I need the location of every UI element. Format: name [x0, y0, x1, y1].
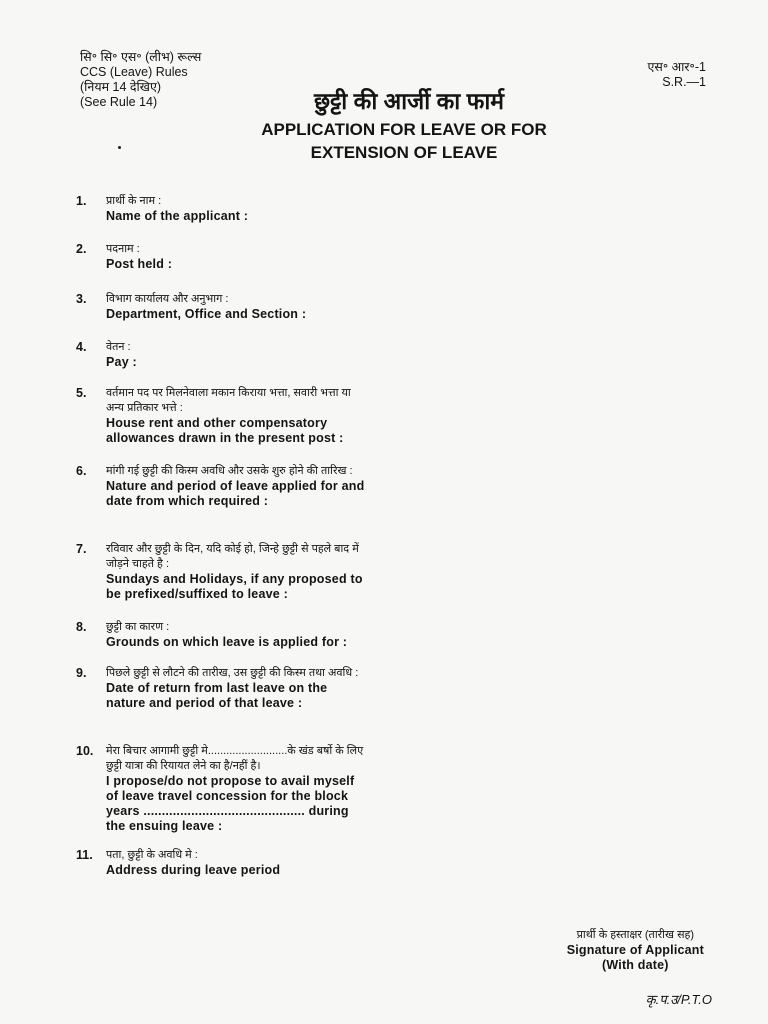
item-label-hindi: पिछले छुट्टी से लौटने की तारीख, उस छुट्टी की किस्म तथा अवधि :	[106, 667, 359, 679]
item-label-hindi: वेतन :	[106, 341, 131, 353]
title-english	[0, 118, 768, 164]
item-label-english: Department, Office and Section :	[106, 307, 307, 321]
rules-english: CCS (Leave) Rules	[80, 65, 188, 79]
item-label-english: Sundays and Holidays, if any proposed to be prefixed/suffixed to leave :	[106, 572, 363, 601]
item-label-hindi: पदनाम :	[106, 243, 140, 255]
item-number: 5.	[76, 386, 87, 400]
rules-hindi: सि॰ सि॰ एस॰ (लीभ) रूल्स	[80, 50, 202, 64]
form-code-hindi: एस॰ आर॰-1	[647, 60, 706, 74]
item-number: 2.	[76, 242, 87, 256]
item-label-hindi: रविवार और छुट्टी के दिन, यदि कोई हो, जिन्हे छुट्टी से पहले बाद में जोड़ने चाहते है :	[106, 543, 359, 570]
rule-ref-english: (See Rule 14)	[80, 95, 158, 109]
item-label-english: Nature and period of leave applied for and date from which required :	[106, 479, 365, 508]
item-label-english: Grounds on which leave is applied for :	[106, 635, 348, 649]
item-number: 7.	[76, 542, 87, 556]
rule-ref-hindi: (नियम 14 देखिए)	[80, 80, 162, 94]
item-number: 3.	[76, 292, 87, 306]
item-label-english: Post held :	[106, 257, 173, 271]
item-label-hindi: प्रार्थी के नाम :	[106, 195, 162, 207]
item-label-hindi: विभाग कार्यालय और अनुभाग :	[106, 293, 229, 305]
item-label-english: Name of the applicant :	[106, 209, 249, 223]
signature-date-note: (With date)	[602, 958, 669, 972]
title-hindi: छुट्टी की आर्जी का फार्म	[313, 88, 505, 114]
item-number: 11.	[76, 848, 93, 862]
signature-block	[567, 928, 704, 973]
item-label-english: House rent and other compensatory allowances drawn in the present post :	[106, 416, 344, 445]
title-english-line1: APPLICATION FOR LEAVE OR FOR	[261, 120, 547, 139]
signature-hindi: प्रार्थी के हस्ताक्षर (तारीख सह)	[576, 929, 695, 941]
item-number: 6.	[76, 464, 87, 478]
item-label-hindi: पता, छुट्टी के अवधि मे :	[106, 849, 198, 861]
page-turn-over: कृ.प.उ/P.T.O	[645, 992, 712, 1007]
item-label-hindi: मांगी गई छुट्टी की किस्म अवधि और उसके शुरु होने की तारिख :	[106, 465, 353, 477]
item-label-english: Pay :	[106, 355, 137, 369]
item-number: 1.	[76, 194, 87, 208]
signature-english: Signature of Applicant	[566, 943, 704, 957]
item-label-hindi: छुट्टी का कारण :	[106, 621, 170, 633]
item-label-english: Address during leave period	[106, 863, 281, 877]
item-label-hindi: वर्तमान पद पर मिलनेवाला मकान किराया भत्ता, सवारी भत्ता या अन्य प्रतिकार भत्ते :	[106, 387, 351, 414]
title-english-line2: EXTENSION OF LEAVE	[310, 143, 498, 162]
stray-dot	[118, 146, 121, 149]
item-number: 8.	[76, 620, 87, 634]
item-label-hindi: मेरा बिचार आगामी छुट्टी मे..........................के खंड बर्षो के लिए छुट्टी यात्रा की रियायत लेने का है/नहीं है।	[106, 745, 364, 772]
item-number: 10.	[76, 744, 94, 758]
form-code-english: S.R.—1	[662, 75, 706, 89]
item-number: 9.	[76, 666, 87, 680]
item-label-english: I propose/do not propose to avail myself of leave travel concession for the block years ............................................ during the ensuing leave :	[106, 774, 355, 833]
item-number: 4.	[76, 340, 87, 354]
item-label-english: Date of return from last leave on the nature and period of that leave :	[106, 681, 328, 710]
